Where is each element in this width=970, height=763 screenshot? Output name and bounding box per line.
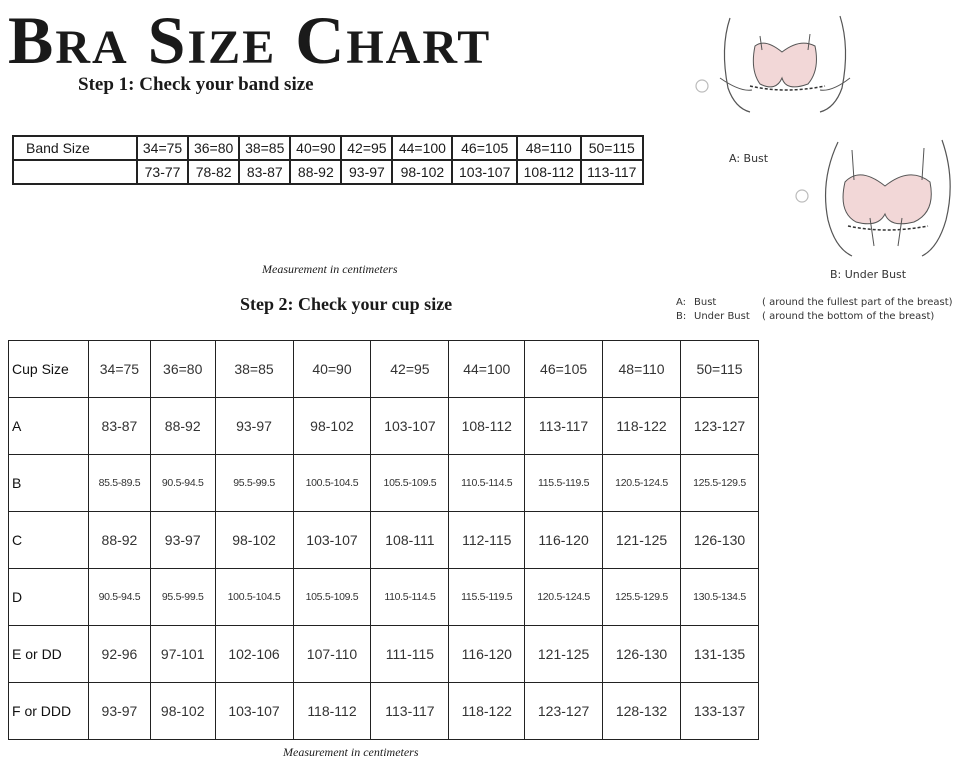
cup-band-header: 44=100: [449, 341, 525, 398]
cup-measurement-cell: 115.5-119.5: [525, 455, 603, 512]
cup-measurement-cell: 113-117: [371, 683, 449, 740]
cup-measurement-cell: 90.5-94.5: [89, 569, 151, 626]
band-size-cell: 38=85: [239, 136, 290, 160]
legend-name: Under Bust: [694, 311, 750, 322]
band-measurement-cell: 108-112: [517, 160, 581, 184]
cup-measurement-cell: 105.5-109.5: [371, 455, 449, 512]
cup-measurement-cell: 97-101: [150, 626, 215, 683]
cup-band-header: 36=80: [150, 341, 215, 398]
cup-label: A: [9, 398, 89, 455]
under-bust-measurement-illustration: [790, 130, 960, 260]
cup-measurement-cell: 88-92: [89, 512, 151, 569]
legend-key: B:: [676, 311, 687, 322]
cup-row: [9, 455, 759, 512]
cup-measurement-cell: 88-92: [150, 398, 215, 455]
legend-row-under-bust: [676, 310, 953, 324]
band-measurement-row: [13, 160, 643, 184]
cup-measurement-cell: 118-122: [449, 683, 525, 740]
measurement-note: Measurement in centimeters: [262, 262, 398, 276]
cup-measurement-cell: 100.5-104.5: [293, 455, 371, 512]
cup-measurement-cell: 123-127: [525, 683, 603, 740]
legend-desc: ( around the fullest part of the breast): [762, 297, 953, 308]
step1-heading: Step 1: Check your band size: [78, 74, 314, 95]
cup-label: B: [9, 455, 89, 512]
cup-band-header: 50=115: [681, 341, 759, 398]
cup-measurement-cell: 121-125: [525, 626, 603, 683]
cup-measurement-cell: 112-115: [449, 512, 525, 569]
band-size-cell: 44=100: [392, 136, 452, 160]
band-size-cell: 42=95: [341, 136, 392, 160]
band-size-cell: 50=115: [581, 136, 643, 160]
cup-measurement-cell: 103-107: [215, 683, 293, 740]
band-size-cell: 46=105: [452, 136, 517, 160]
under-bust-label: B: Under Bust: [830, 268, 907, 281]
cup-measurement-cell: 133-137: [681, 683, 759, 740]
marker-a-icon: [696, 80, 708, 92]
cup-row: [9, 569, 759, 626]
legend-name: Bust: [694, 297, 717, 308]
band-measurement-label: [13, 160, 137, 184]
cup-measurement-cell: 113-117: [525, 398, 603, 455]
cup-measurement-cell: 98-102: [215, 512, 293, 569]
band-size-cell: 40=90: [290, 136, 341, 160]
band-measurement-cell: 78-82: [188, 160, 239, 184]
band-measurement-cell: 73-77: [137, 160, 188, 184]
cup-measurement-cell: 92-96: [89, 626, 151, 683]
cup-measurement-cell: 118-122: [603, 398, 681, 455]
marker-b-icon: [796, 190, 808, 202]
cup-row: [9, 626, 759, 683]
band-size-cell: 48=110: [517, 136, 581, 160]
cup-header-row: [9, 341, 759, 398]
cup-size-header: Cup Size: [9, 341, 89, 398]
cup-measurement-cell: 120.5-124.5: [525, 569, 603, 626]
cup-measurement-cell: 125.5-129.5: [603, 569, 681, 626]
cup-measurement-cell: 115.5-119.5: [449, 569, 525, 626]
cup-measurement-cell: 108-112: [449, 398, 525, 455]
measurement-note-bottom: Measurement in centimeters: [283, 745, 419, 759]
cup-measurement-cell: 116-120: [525, 512, 603, 569]
cup-label: D: [9, 569, 89, 626]
band-measurement-cell: 93-97: [341, 160, 392, 184]
cup-row: [9, 398, 759, 455]
cup-band-header: 34=75: [89, 341, 151, 398]
cup-measurement-cell: 93-97: [89, 683, 151, 740]
cup-measurement-cell: 90.5-94.5: [150, 455, 215, 512]
band-size-label: Band Size: [13, 136, 137, 160]
cup-measurement-cell: 121-125: [603, 512, 681, 569]
cup-measurement-cell: 130.5-134.5: [681, 569, 759, 626]
cup-measurement-cell: 118-112: [293, 683, 371, 740]
cup-measurement-cell: 93-97: [215, 398, 293, 455]
cup-measurement-cell: 126-130: [681, 512, 759, 569]
cup-measurement-cell: 103-107: [371, 398, 449, 455]
cup-band-header: 46=105: [525, 341, 603, 398]
cup-band-header: 42=95: [371, 341, 449, 398]
legend-desc: ( around the bottom of the breast): [762, 311, 935, 322]
cup-measurement-cell: 111-115: [371, 626, 449, 683]
band-measurement-cell: 113-117: [581, 160, 643, 184]
cup-measurement-cell: 85.5-89.5: [89, 455, 151, 512]
cup-row: [9, 683, 759, 740]
step2-heading: Step 2: Check your cup size: [240, 294, 453, 314]
cup-label: F or DDD: [9, 683, 89, 740]
cup-measurement-cell: 98-102: [150, 683, 215, 740]
cup-measurement-cell: 95.5-99.5: [215, 455, 293, 512]
band-measurement-cell: 98-102: [392, 160, 452, 184]
band-measurement-cell: 88-92: [290, 160, 341, 184]
band-measurement-cell: 103-107: [452, 160, 517, 184]
band-size-cell: 34=75: [137, 136, 188, 160]
cup-row: [9, 512, 759, 569]
band-size-cell: 36=80: [188, 136, 239, 160]
cup-measurement-cell: 108-111: [371, 512, 449, 569]
bust-label: A: Bust: [729, 152, 769, 165]
cup-measurement-cell: 131-135: [681, 626, 759, 683]
cup-measurement-cell: 110.5-114.5: [449, 455, 525, 512]
band-size-row: [13, 136, 643, 160]
cup-measurement-cell: 123-127: [681, 398, 759, 455]
cup-band-header: 38=85: [215, 341, 293, 398]
cup-measurement-cell: 98-102: [293, 398, 371, 455]
band-measurement-cell: 83-87: [239, 160, 290, 184]
cup-measurement-cell: 95.5-99.5: [150, 569, 215, 626]
cup-measurement-cell: 125.5-129.5: [681, 455, 759, 512]
cup-measurement-cell: 102-106: [215, 626, 293, 683]
cup-label: C: [9, 512, 89, 569]
cup-label: E or DD: [9, 626, 89, 683]
cup-measurement-cell: 128-132: [603, 683, 681, 740]
cup-band-header: 48=110: [603, 341, 681, 398]
cup-measurement-cell: 105.5-109.5: [293, 569, 371, 626]
cup-measurement-cell: 110.5-114.5: [371, 569, 449, 626]
cup-measurement-cell: 120.5-124.5: [603, 455, 681, 512]
cup-measurement-cell: 83-87: [89, 398, 151, 455]
measurement-legend: [676, 296, 953, 324]
page-title: Bra Size Chart: [8, 2, 492, 78]
band-size-table: [12, 135, 644, 185]
cup-measurement-cell: 100.5-104.5: [215, 569, 293, 626]
bust-measurement-illustration: [690, 8, 860, 118]
legend-row-bust: [676, 296, 953, 310]
legend-key: A:: [676, 297, 687, 308]
cup-size-table: [8, 340, 759, 740]
cup-measurement-cell: 126-130: [603, 626, 681, 683]
cup-band-header: 40=90: [293, 341, 371, 398]
cup-measurement-cell: 107-110: [293, 626, 371, 683]
cup-measurement-cell: 116-120: [449, 626, 525, 683]
cup-measurement-cell: 103-107: [293, 512, 371, 569]
cup-measurement-cell: 93-97: [150, 512, 215, 569]
